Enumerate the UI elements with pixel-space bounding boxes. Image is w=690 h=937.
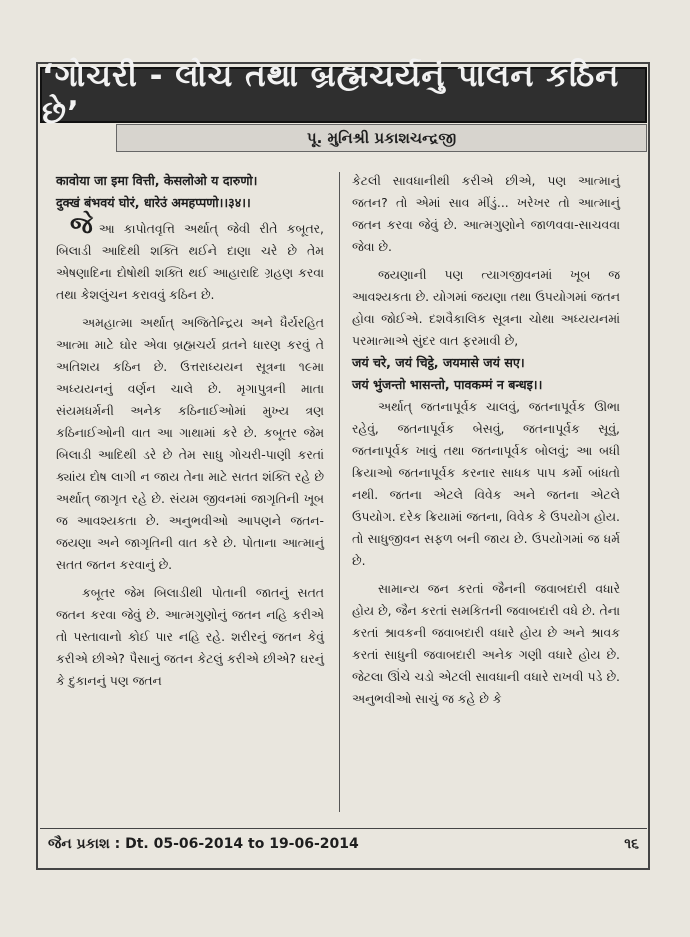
publication-info: જૈન પ્રકાશ : Dt. 05-06-2014 to 19-06-2014 — [48, 836, 359, 852]
paragraph: જયણાની પણ ત્યાગજીવનમાં ખૂબ જ આવશ્યકતા છે. યોગમાં જયણા તથા ઉપયોગમાં જતન હોવા જોઈએ. દશવૈકાલિક સૂત્રના ચોથા અધ્યયનમાં પરમાત્માએ સુંદર વાત ફરમાવી છે, — [352, 267, 620, 348]
article-title: ‘ગોચરી - લોચ તથા બ્રહ્મચર્યનું પાલન કઠિન છે’ — [40, 67, 647, 123]
right-column — [352, 170, 620, 710]
paragraph: સામાન્ય જન કરતાં જૈનની જવાબદારી વધારે હોય છે, જૈન કરતાં સમકિતની જવાબદારી વધે છે. તેના કરતાં શ્રાવકની જવાબદારી વધારે હોય છે અને શ્રાવક કરતાં સાધુની જવાબદારી અનેક ગણી વધારે હોય છે. જેટલા ઊંચે ચડો એટલી સાવધાની વધારે રાખવી પડે છે. અનુભવીઓ સાચું જ કહે છે કે — [352, 581, 620, 706]
paragraph — [56, 211, 324, 306]
verse-line: दुक्खं बंभवयं घोरं, धारेउं अमहप्पणो।।३४।। — [56, 195, 251, 210]
verse-line: जयं चरे, जयं चिट्ठे, जयमासे जयं सए। — [352, 355, 525, 370]
paragraph: અમહાત્મા અર્થાત્ અજિતેન્દ્રિય અને ધૈર્યરહિત આત્મા માટે ઘોર એવા બ્રહ્મચર્ય વ્રતને ધારણ કરવું તે અતિશય કઠિન છે. ઉત્તરાધ્યયન સૂત્રના ૧૯મા અધ્યયનનું વર્ણન ચાલે છે. મૃગાપુત્રની માતા સંયમધર્મની અનેક કઠિનાઈઓમાં મુખ્ય ત્રણ કઠિનાઈઓની વાત આ ગાથામાં કરે છે. કબૂતર જેમ બિલાડી આદિથી ડરે છે તેમ સાધુ ગોચરી-પાણી કરતાં ક્યાંય દોષ લાગી ન જાય તેના માટે સતત શંક્તિ રહે છે અર્થાત્ જાગૃત રહે છે. સંયમ જીવનમાં જાગૃતિની ખૂબ જ આવશ્યકતા છે. અનુભવીઓ આપણને જતન-જયણા અને જાગૃતિની વાત કરે છે. પોતાના આત્માનું સતત જતન કરવાનું છે. — [56, 315, 324, 572]
page-footer — [40, 830, 647, 858]
verse-line: कावोया जा इमा वित्ती, केसलोओ य दारुणो। — [56, 173, 258, 188]
article-author: પૂ. મુનિશ્રી પ્રકાશચન્દ્રજી — [116, 124, 647, 152]
left-column — [56, 170, 324, 692]
footer-rule — [40, 828, 647, 829]
column-divider — [339, 172, 340, 812]
verse-line: जयं भुंजन्तो भासन्तो, पावकम्मं न बन्धइ।। — [352, 377, 543, 392]
paragraph: અર્થાત્ જતનાપૂર્વક ચાલવું, જતનાપૂર્વક ઊભા રહેવું, જતનાપૂર્વક બેસવું, જતનાપૂર્વક સૂવું, જતનાપૂર્વક ખાવું તથા જતનાપૂર્વક બોલવું; આ બધી ક્રિયાઓ જતનાપૂર્વક કરનાર સાધક પાપ કર્મો બાંધતો નથી. જતના એટલે વિવેક અને જતના એટલે ઉપયોગ. દરેક ક્રિયામાં જતના, વિવેક કે ઉપયોગ હોય. તો સાધુજીવન સફળ બની જાય છે. ઉપયોગમાં જ ધર્મ છે. — [352, 399, 620, 568]
paragraph-text: આ કાપોતવૃત્તિ અર્થાત્ જેવી રીતે કબૂતર, બિલાડી આદિથી શક્તિ થઈને દાણા ચરે છે તેમ એષણાદિના દોષોથી શક્તિ થઈ આહારાદિ ગ્રહણ કરવા તથા કેશલુંચન કરાવવું કઠિન છે. — [56, 221, 324, 302]
drop-cap: જે — [70, 211, 93, 239]
page-number: ૧૬ — [624, 836, 639, 852]
paragraph: કેટલી સાવધાનીથી કરીએ છીએ, પણ આત્માનું જતન? તો એમાં સાવ મીંડું... ખરેખર તો આત્માનું જતન કરવા જેવું છે. આત્મગુણોને જાળવવા-સાચવવા જેવા છે. — [352, 173, 620, 254]
paragraph: કબૂતર જેમ બિલાડીથી પોતાની જાતનું સતત જતન કરવા જેવું છે. આત્મગુણોનું જતન નહિ કરીએ તો પસ્તાવાનો કોઈ પાર નહિ રહે. શરીરનું જતન કેવું કરીએ છીએ? પૈસાનું જતન કેટલું કરીએ છીએ? ઘરનું કે દુકાનનું પણ જતન — [56, 585, 324, 688]
